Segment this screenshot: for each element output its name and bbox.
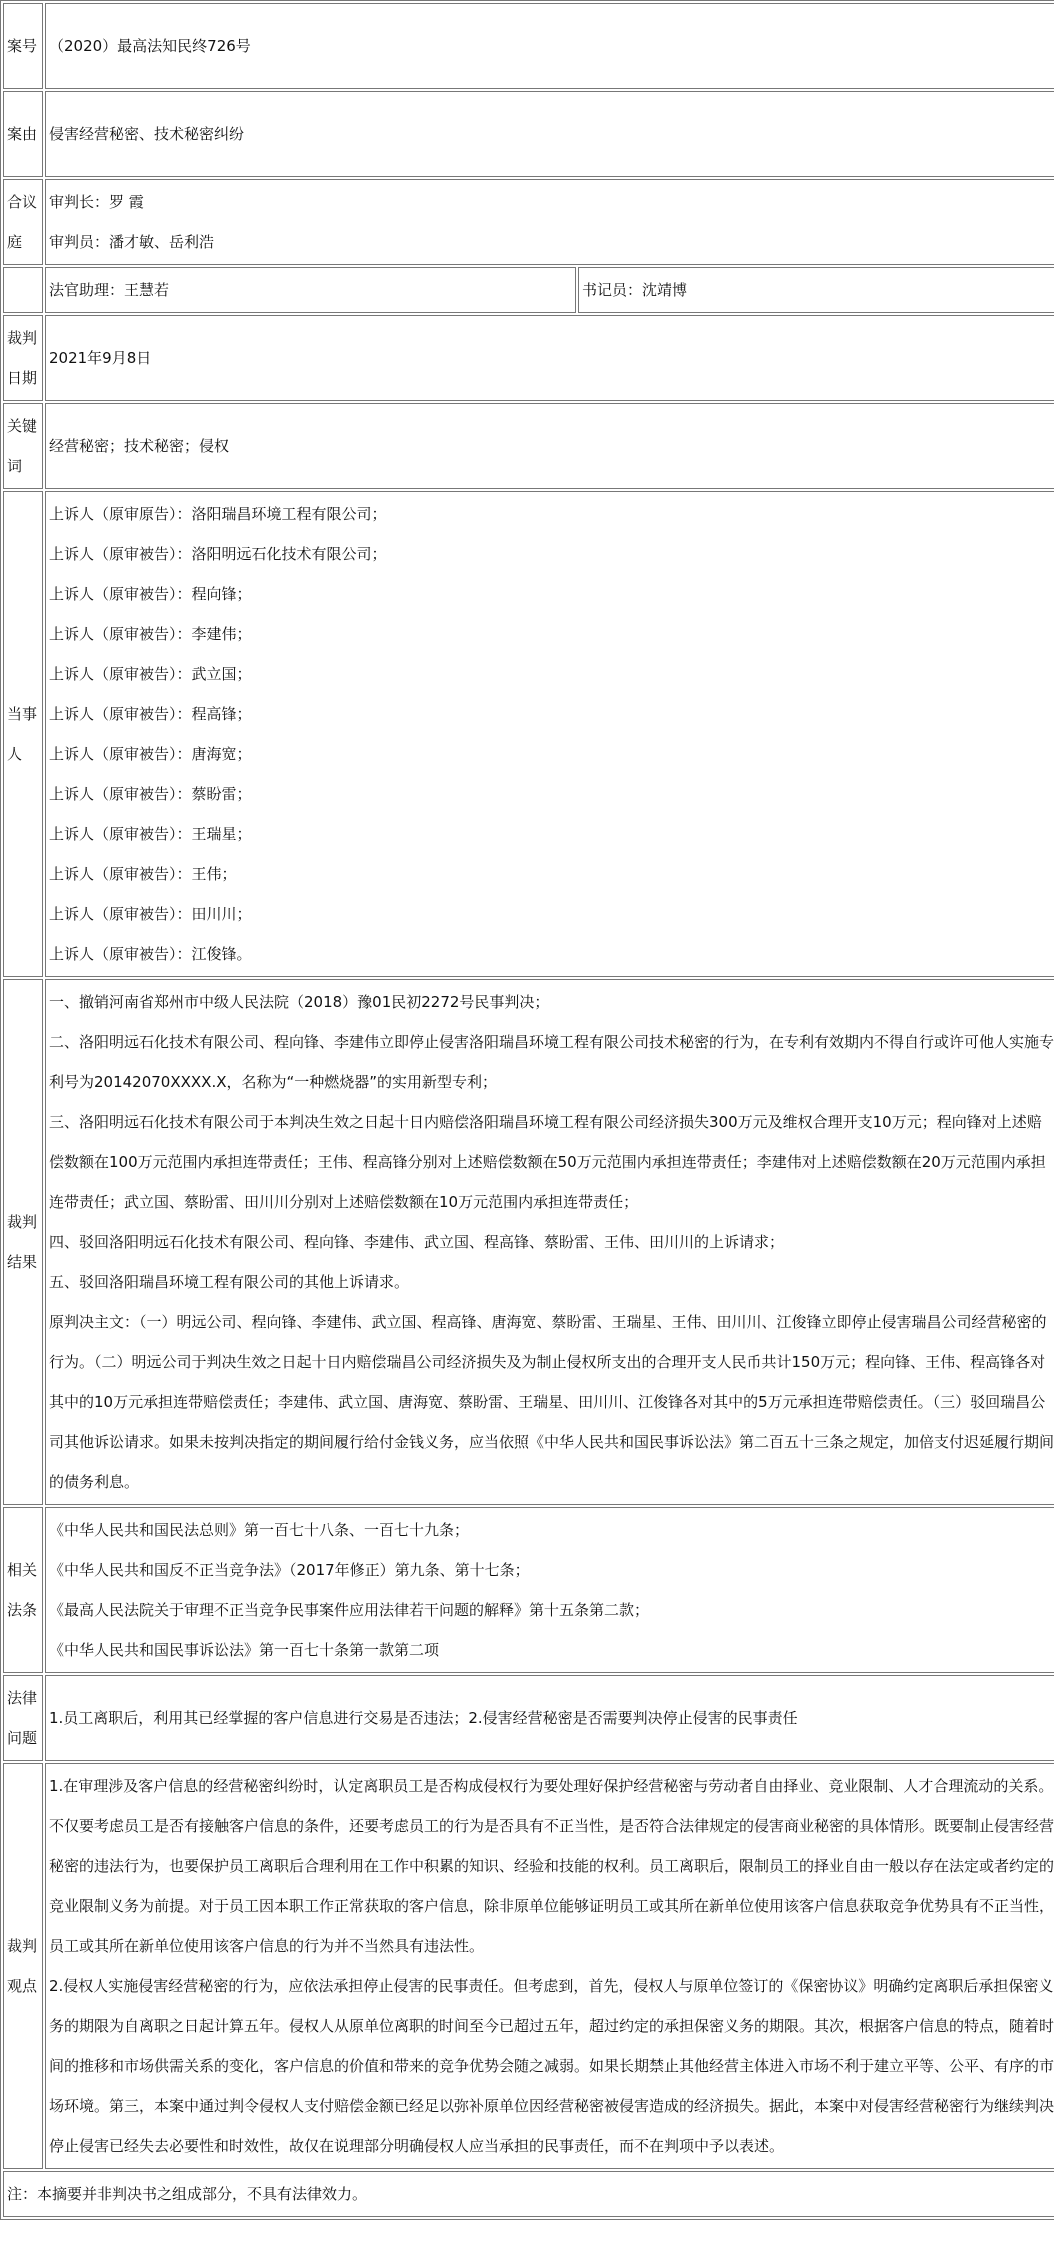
party-item: 上诉人（原审被告）：江俊锋。: [49, 945, 252, 963]
row-cause: [3, 91, 1054, 177]
keywords-value: 经营秘密；技术秘密；侵权: [45, 403, 1054, 489]
party-item: 上诉人（原审被告）：武立国；: [49, 665, 252, 683]
row-keywords: [3, 403, 1054, 489]
party-item: 上诉人（原审被告）：王瑞星；: [49, 825, 252, 843]
result-item: 三、洛阳明远石化技术有限公司于本判决生效之日起十日内赔偿洛阳瑞昌环境工程有限公司经济损失300万元及维权合理开支10万元；程向锋对上述赔偿数额在100万元范围内承担连带责任；王伟、程高锋分别对上述赔偿数额在50万元范围内承担连带责任；李建伟对上述赔偿数额在20万元范围内承担连带责任；武立国、蔡盼雷、田川川分别对上述赔偿数额在10万元范围内承担连带责任；: [49, 1113, 1046, 1211]
row-case-number: [3, 3, 1054, 89]
label-parties: 当事人: [3, 491, 43, 977]
cause-value: 侵害经营秘密、技术秘密纠纷: [45, 91, 1054, 177]
result-text: [45, 979, 1054, 1505]
panel-line: 审判员：潘才敏、岳利浩: [49, 233, 215, 251]
label-issues: 法律问题: [3, 1675, 43, 1761]
opinion-paragraph: 1.在审理涉及客户信息的经营秘密纠纷时，认定离职员工是否构成侵权行为要处理好保护经营秘密与劳动者自由择业、竞业限制、人才合理流动的关系。不仅要考虑员工是否有接触客户信息的条件，还要考虑员工的行为是否具有不正当性，是否符合法律规定的侵害商业秘密的具体情形。既要制止侵害经营秘密的违法行为，也要保护员工离职后合理利用在工作中积累的知识、经验和技能的权利。员工离职后，限制员工的择业自由一般以存在法定或者约定的竞业限制义务为前提。对于员工因本职工作正常获取的客户信息，除非原单位能够证明员工或其所在新单位使用该客户信息获取竞争优势具有不正当性，员工或其所在新单位使用该客户信息的行为并不当然具有违法性。: [49, 1777, 1054, 1955]
law-item: 《中华人民共和国反不正当竞争法》（2017年修正）第九条、第十七条；: [49, 1561, 530, 1579]
law-item: 《中华人民共和国民法总则》第一百七十八条、一百七十九条；: [49, 1521, 470, 1539]
label-cause: 案由: [3, 91, 43, 177]
judgment-date-value: 2021年9月8日: [45, 315, 1054, 401]
panel-line: 审判长：罗 霞: [49, 193, 144, 211]
opinion-paragraph: 2.侵权人实施侵害经营秘密的行为，应依法承担停止侵害的民事责任。但考虑到，首先，侵权人与原单位签订的《保密协议》明确约定离职后承担保密义务的期限为自离职之日起计算五年。侵权人从原单位离职的时间至今已超过五年，超过约定的承担保密义务的期限。其次，根据客户信息的特点，随着时间的推移和市场供需关系的变化，客户信息的价值和带来的竞争优势会随之减弱。如果长期禁止其他经营主体进入市场不利于建立平等、公平、有序的市场环境。第三，本案中通过判令侵权人支付赔偿金额已经足以弥补原单位因经营秘密被侵害造成的经济损失。据此，本案中对侵害经营秘密行为继续判决停止侵害已经失去必要性和时效性，故仅在说理部分明确侵权人应当承担的民事责任，而不在判项中予以表述。: [49, 1977, 1054, 2155]
footnote: 注：本摘要并非判决书之组成部分，不具有法律效力。: [3, 2171, 1054, 2217]
row-judgment-date: [3, 315, 1054, 401]
party-item: 上诉人（原审原告）：洛阳瑞昌环境工程有限公司；: [49, 505, 387, 523]
judge-assistant: 法官助理：王慧若: [45, 267, 576, 313]
court-clerk: 书记员：沈靖博: [578, 267, 1054, 313]
party-item: 上诉人（原审被告）：李建伟；: [49, 625, 252, 643]
row-laws: [3, 1507, 1054, 1673]
party-item: 上诉人（原审被告）：洛阳明远石化技术有限公司；: [49, 545, 387, 563]
label-judgment-date: 裁判日期: [3, 315, 43, 401]
party-item: 上诉人（原审被告）：王伟；: [49, 865, 237, 883]
party-item: 上诉人（原审被告）：唐海宽；: [49, 745, 252, 763]
result-item: 原判决主文：（一）明远公司、程向锋、李建伟、武立国、程高锋、唐海宽、蔡盼雷、王瑞星、王伟、田川川、江俊锋立即停止侵害瑞昌公司经营秘密的行为。（二）明远公司于判决生效之日起十日内赔偿瑞昌公司经济损失及为制止侵权所支出的合理开支人民币共计150万元；程向锋、王伟、程高锋各对其中的10万元承担连带赔偿责任；李建伟、武立国、唐海宽、蔡盼雷、王瑞星、田川川、江俊锋各对其中的5万元承担连带赔偿责任。（三）驳回瑞昌公司其他诉讼请求。如果未按判决指定的期间履行给付金钱义务，应当依照《中华人民共和国民事诉讼法》第二百五十三条之规定，加倍支付迟延履行期间的债务利息。: [49, 1313, 1054, 1491]
result-item: 二、洛阳明远石化技术有限公司、程向锋、李建伟立即停止侵害洛阳瑞昌环境工程有限公司技术秘密的行为，在专利有效期内不得自行或许可他人实施专利号为20142070XXXX.X，名称为“一种燃烧器”的实用新型专利；: [49, 1033, 1054, 1091]
result-item: 五、驳回洛阳瑞昌环境工程有限公司的其他上诉请求。: [49, 1273, 410, 1291]
row-panel: [3, 179, 1054, 265]
label-case-number: 案号: [3, 3, 43, 89]
label-keywords: 关键词: [3, 403, 43, 489]
row-parties: [3, 491, 1054, 977]
case-number-value: （2020）最高法知民终726号: [45, 3, 1054, 89]
party-item: 上诉人（原审被告）：蔡盼雷；: [49, 785, 252, 803]
label-opinion: 裁判观点: [3, 1763, 43, 2169]
party-item: 上诉人（原审被告）：程向锋；: [49, 585, 252, 603]
law-item: 《最高人民法院关于审理不正当竞争民事案件应用法律若干问题的解释》第十五条第二款；: [49, 1601, 650, 1619]
row-issues: [3, 1675, 1054, 1761]
opinion-text: [45, 1763, 1054, 2169]
issues-value: 1.员工离职后，利用其已经掌握的客户信息进行交易是否违法；2.侵害经营秘密是否需要判决停止侵害的民事责任: [45, 1675, 1054, 1761]
laws-list: [45, 1507, 1054, 1673]
parties-list: [45, 491, 1054, 977]
result-item: 四、驳回洛阳明远石化技术有限公司、程向锋、李建伟、武立国、程高锋、蔡盼雷、王伟、田川川的上诉请求；: [49, 1233, 785, 1251]
party-item: 上诉人（原审被告）：程高锋；: [49, 705, 252, 723]
law-item: 《中华人民共和国民事诉讼法》第一百七十条第一款第二项: [49, 1641, 440, 1659]
label-result: 裁判结果: [3, 979, 43, 1505]
row-footnote: [3, 2171, 1054, 2217]
row-assistant: [3, 267, 1054, 313]
panel-members: [45, 179, 1054, 265]
label-empty: [3, 267, 43, 313]
row-opinion: [3, 1763, 1054, 2169]
row-result: [3, 979, 1054, 1505]
result-item: 一、撤销河南省郑州市中级人民法院（2018）豫01民初2272号民事判决；: [49, 993, 550, 1011]
party-item: 上诉人（原审被告）：田川川；: [49, 905, 252, 923]
label-laws: 相关法条: [3, 1507, 43, 1673]
label-panel: 合议庭: [3, 179, 43, 265]
